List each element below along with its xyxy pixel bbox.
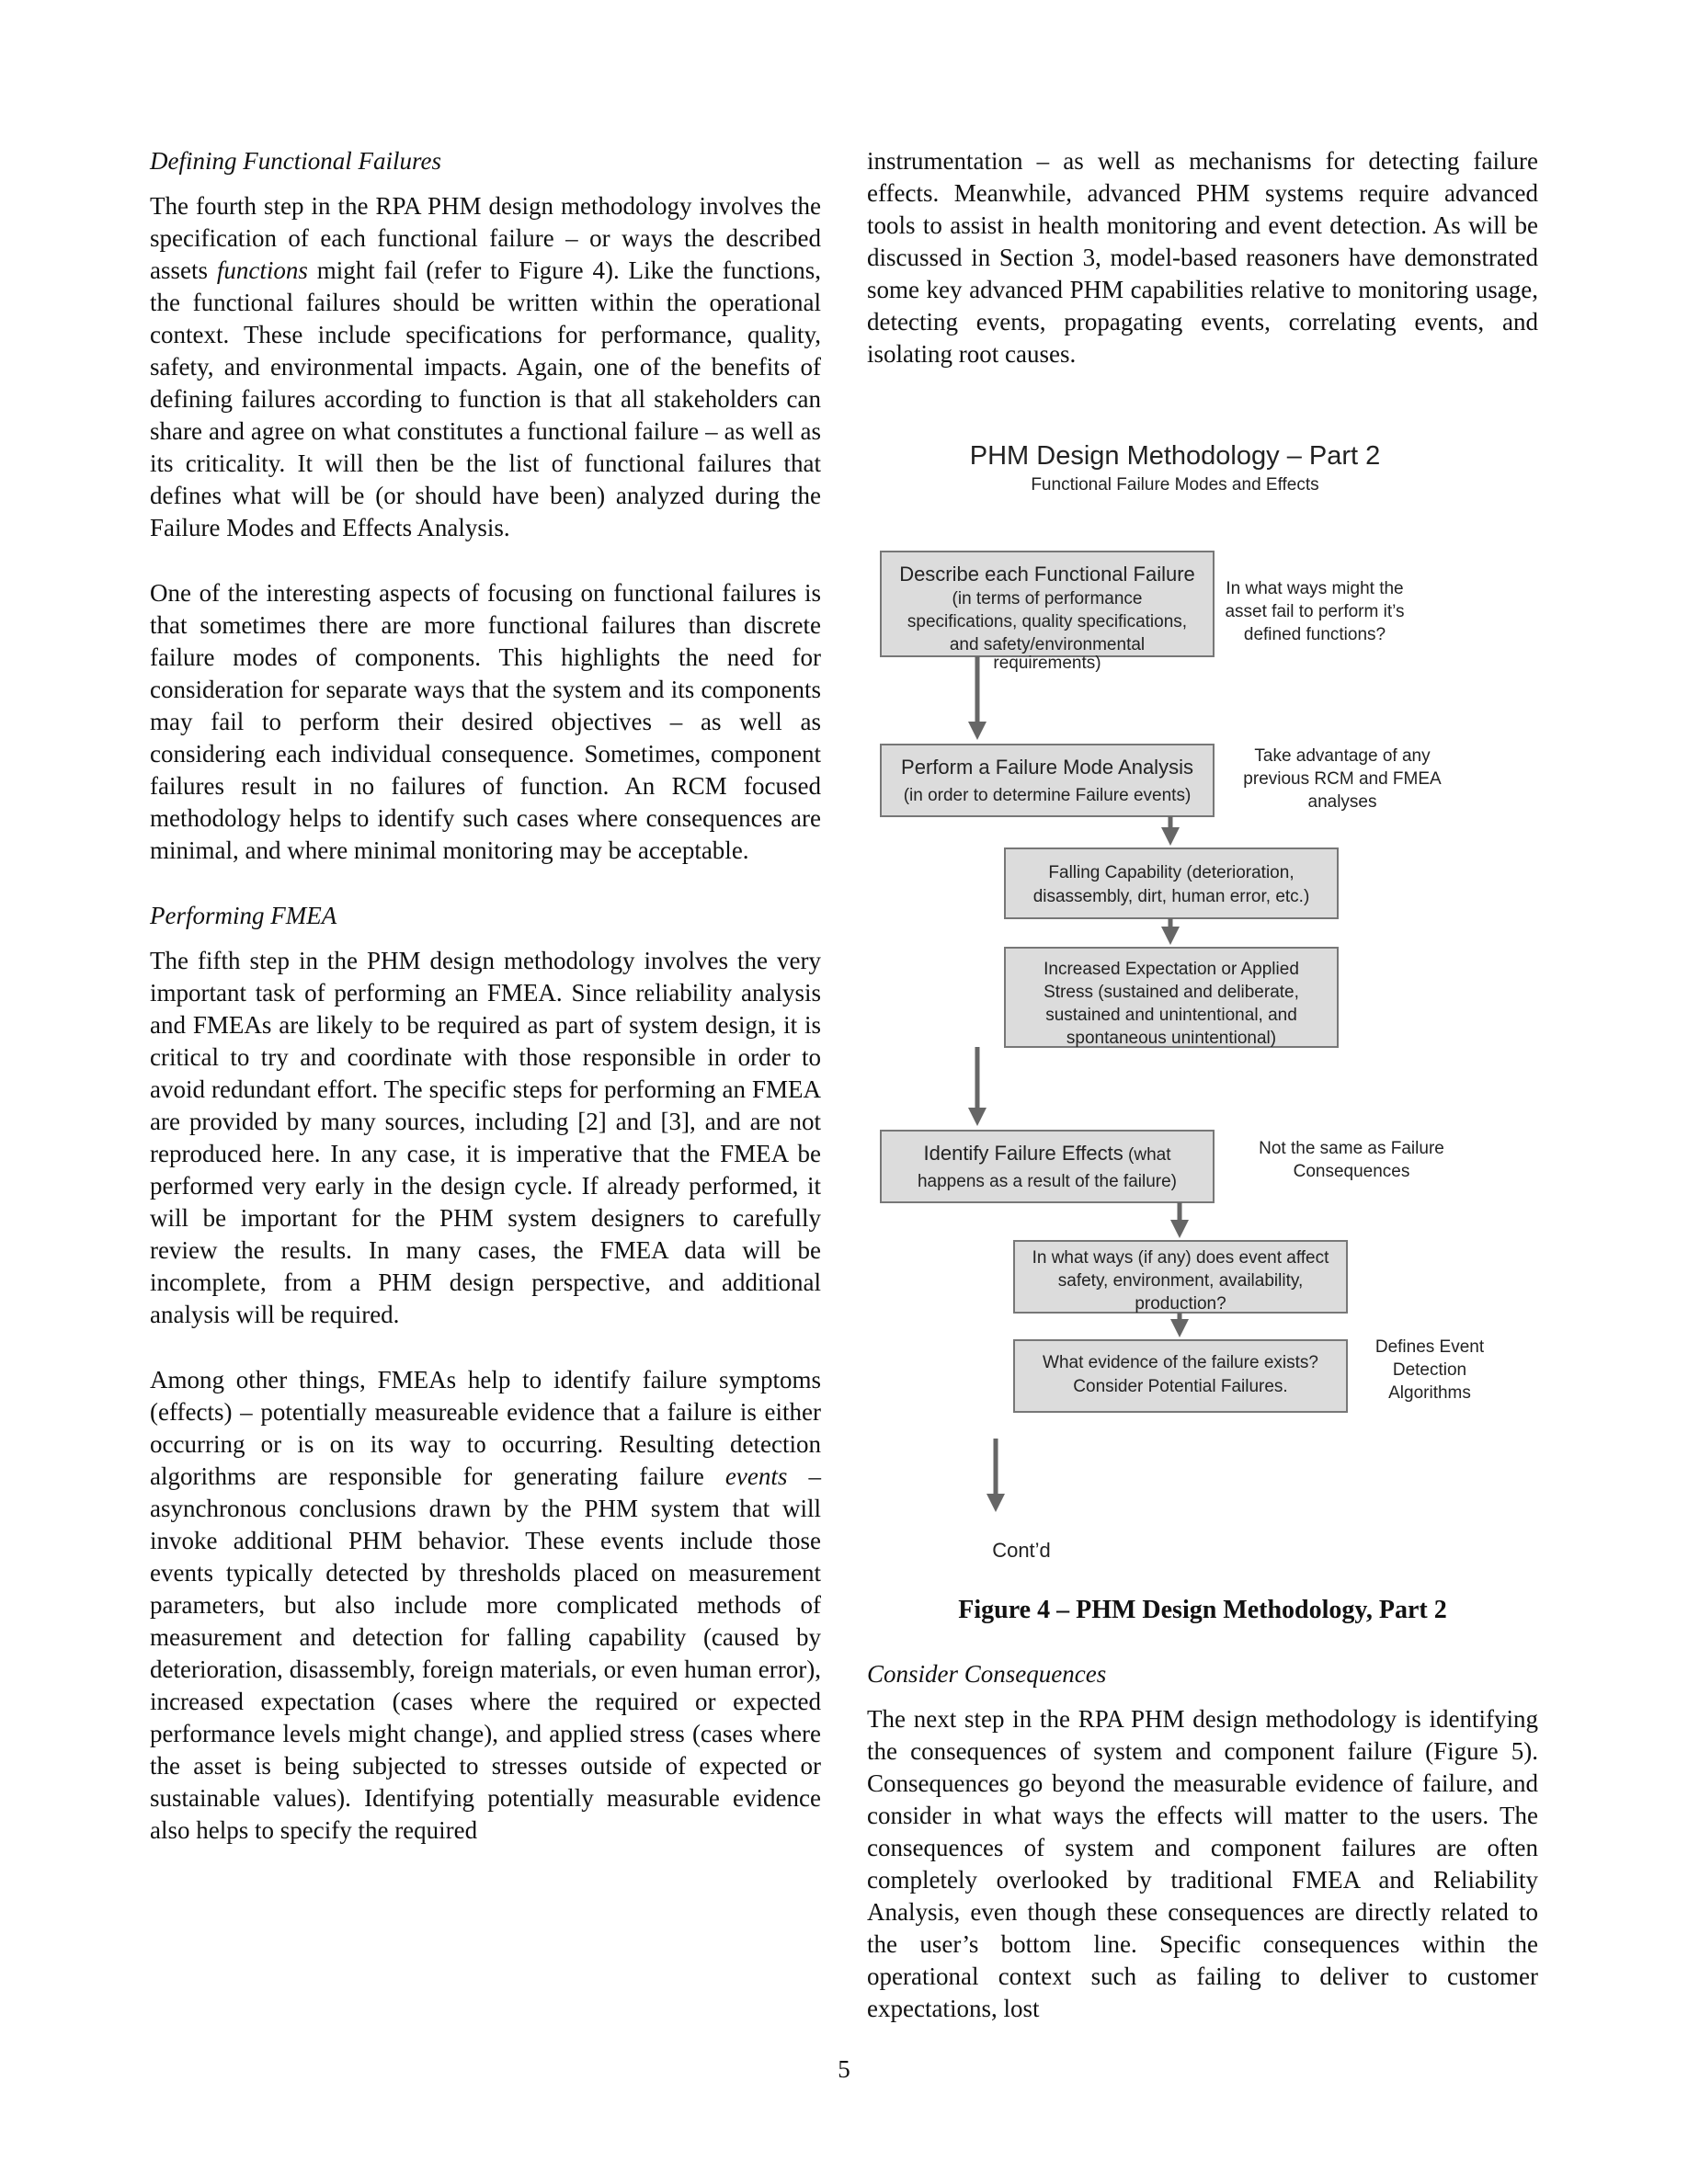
box-text: production? bbox=[1135, 1294, 1226, 1314]
box-text: safety, environment, availability, bbox=[1057, 1271, 1304, 1291]
emphasis-text: events bbox=[724, 1462, 788, 1490]
figure-caption: Figure 4 – PHM Design Methodology, Part 2 bbox=[958, 1596, 1447, 1624]
paragraph-text: The fourth step in the RPA PHM design methodology involves the specification of each functional failure – or ways the described assets bbox=[150, 192, 821, 284]
side-note: In what ways might the bbox=[1226, 579, 1404, 598]
box-text: (in terms of performance bbox=[952, 589, 1143, 609]
box-text: disassembly, dirt, human error, etc.) bbox=[1032, 887, 1310, 906]
figure-subtitle: Functional Failure Modes and Effects bbox=[1031, 475, 1319, 495]
box-text: requirements) bbox=[993, 654, 1101, 673]
left-column bbox=[150, 145, 821, 1847]
side-note: Not the same as Failure bbox=[1259, 1139, 1444, 1158]
right-column-bottom bbox=[867, 1658, 1538, 2025]
side-note: analyses bbox=[1307, 792, 1377, 812]
paragraph: The next step in the RPA PHM design methodology is identifying the consequences of system and component failure (Figure 5). Consequences go beyond the measurable evidence of failure, and consider in what ways the effects will matter to the users. The consequences of system and component failures are often completely overlooked by traditional FMEA and Reliability Analysis, even though these consequences are directly related to the user’s bottom line. Specific consequences within the operational context such as failing to deliver to customer expectations, lost bbox=[867, 1705, 1538, 2022]
emphasis-text: functions bbox=[216, 256, 308, 284]
box-text: sustained and unintentional, and bbox=[1045, 1006, 1297, 1025]
box-text: spontaneous unintentional) bbox=[1066, 1029, 1277, 1048]
box-text: Increased Expectation or Applied bbox=[1044, 960, 1299, 979]
figure-title: PHM Design Methodology – Part 2 bbox=[969, 441, 1381, 471]
page-number: 5 bbox=[838, 2055, 850, 2083]
side-note: previous RCM and FMEA bbox=[1243, 769, 1442, 789]
section-heading-consider-consequences: Consider Consequences bbox=[867, 1660, 1107, 1688]
continued-label: Cont’d bbox=[992, 1539, 1051, 1562]
flowchart bbox=[867, 437, 1538, 1595]
box-text: Stress (sustained and deliberate, bbox=[1044, 983, 1299, 1002]
figure-4 bbox=[867, 437, 1538, 1595]
box-text: Perform a Failure Mode Analysis bbox=[901, 756, 1193, 779]
box-text: (in order to determine Failure events) bbox=[903, 786, 1192, 805]
box-text: Consider Potential Failures. bbox=[1073, 1377, 1288, 1396]
side-note: defined functions? bbox=[1243, 625, 1386, 644]
side-note: asset fail to perform it’s bbox=[1225, 602, 1405, 621]
paragraph bbox=[150, 190, 821, 544]
paragraph-text: – asynchronous conclusions drawn by the PHM system that will invoke additional PHM behavior. These events include those events typically detected by thresholds placed on measurement parameters, but also include more complicated methods of measurement and detection for falling capability (caused by deterioration, disassembly, foreign materials, or even human error), increased expectation (cases where the required or expected performance levels might change), and applied stress (cases where the asset is being subjected to stresses outside of expected or sustainable values). Identifying potentially measurable evidence also helps to specify the required bbox=[150, 1462, 821, 1844]
paragraph: The fifth step in the PHM design methodology involves the very important task of performing an FMEA. Since reliability analysis and FMEAs are likely to be required as part of system design, it is critical to try and coordinate with those responsible in order to avoid redundant effort. The specific steps for performing an FMEA are provided by many sources, including [2] and [3], and are not reproduced here. In any case, it is imperative that the FMEA be performed very early in the design cycle. If already performed, it will be important for the PHM system designers to carefully review the results. In many cases, the FMEA data will be incomplete, from a PHM design perspective, and additional analysis will be required. bbox=[150, 947, 821, 1328]
box-text-aside: (what bbox=[1123, 1145, 1171, 1165]
box-text: What evidence of the failure exists? bbox=[1043, 1353, 1318, 1372]
paragraph-text: Among other things, FMEAs help to identify failure symptoms (effects) – potentially measureable evidence that a failure is either occurring or is on its way to occurring. Resulting detection algorithms are responsible for generating failure bbox=[150, 1366, 821, 1490]
box-falling-capability bbox=[1005, 848, 1338, 918]
box-text: and safety/environmental bbox=[949, 635, 1146, 654]
box-text: specifications, quality specifications, bbox=[907, 612, 1188, 631]
side-note: Algorithms bbox=[1388, 1383, 1471, 1403]
paragraph: One of the interesting aspects of focusing on functional failures is that sometimes there are more functional failures than discrete failure modes of components. This highlights the need for consideration for separate ways that the system and its components may fail to perform their desired objectives – as well as considering each individual consequence. Sometimes, component failures result in no failures of function. An RCM focused methodology helps to identify such cases where consequences are minimal, and where minimal monitoring may be acceptable. bbox=[150, 579, 821, 864]
section-heading-performing-fmea: Performing FMEA bbox=[150, 902, 337, 929]
box-text: In what ways (if any) does event affect bbox=[1032, 1248, 1329, 1268]
paragraph-text: might fail (refer to Figure 4). Like the functions, the functional failures should be written within the operational context. These include specifications for performance, quality, safety, and environmental impacts. Again, one of the benefits of defining failures according to function is that all stakeholders can share and agree on what constitutes a functional failure – as well as its criticality. It will then be the list of functional failures that defines what will be (or should have been) analyzed during the Failure Modes and Effects Analysis. bbox=[150, 256, 821, 541]
side-note: Take advantage of any bbox=[1254, 746, 1431, 766]
box-text-main: Identify Failure Effects bbox=[923, 1142, 1123, 1165]
box-text: Describe each Functional Failure bbox=[899, 563, 1195, 586]
right-column-top bbox=[867, 145, 1538, 370]
box-text: Falling Capability (deterioration, bbox=[1048, 863, 1295, 882]
box-evidence-of-failure bbox=[1014, 1340, 1347, 1412]
paragraph: instrumentation – as well as mechanisms for detecting failure effects. Meanwhile, advanced PHM systems require advanced tools to assist in health monitoring and event detection. As will be discussed in Section 3, model-based reasoners have demonstrated some key advanced PHM capabilities relative to monitoring usage, detecting events, propagating events, correlating events, and isolating root causes. bbox=[867, 147, 1538, 368]
section-heading-defining-functional-failures: Defining Functional Failures bbox=[150, 147, 441, 175]
box-text bbox=[924, 1142, 1172, 1165]
box-text: happens as a result of the failure) bbox=[917, 1172, 1178, 1191]
side-note: Consequences bbox=[1293, 1162, 1410, 1181]
side-note: Detection bbox=[1392, 1360, 1467, 1380]
side-note: Defines Event bbox=[1374, 1337, 1485, 1357]
paragraph bbox=[150, 1364, 821, 1847]
